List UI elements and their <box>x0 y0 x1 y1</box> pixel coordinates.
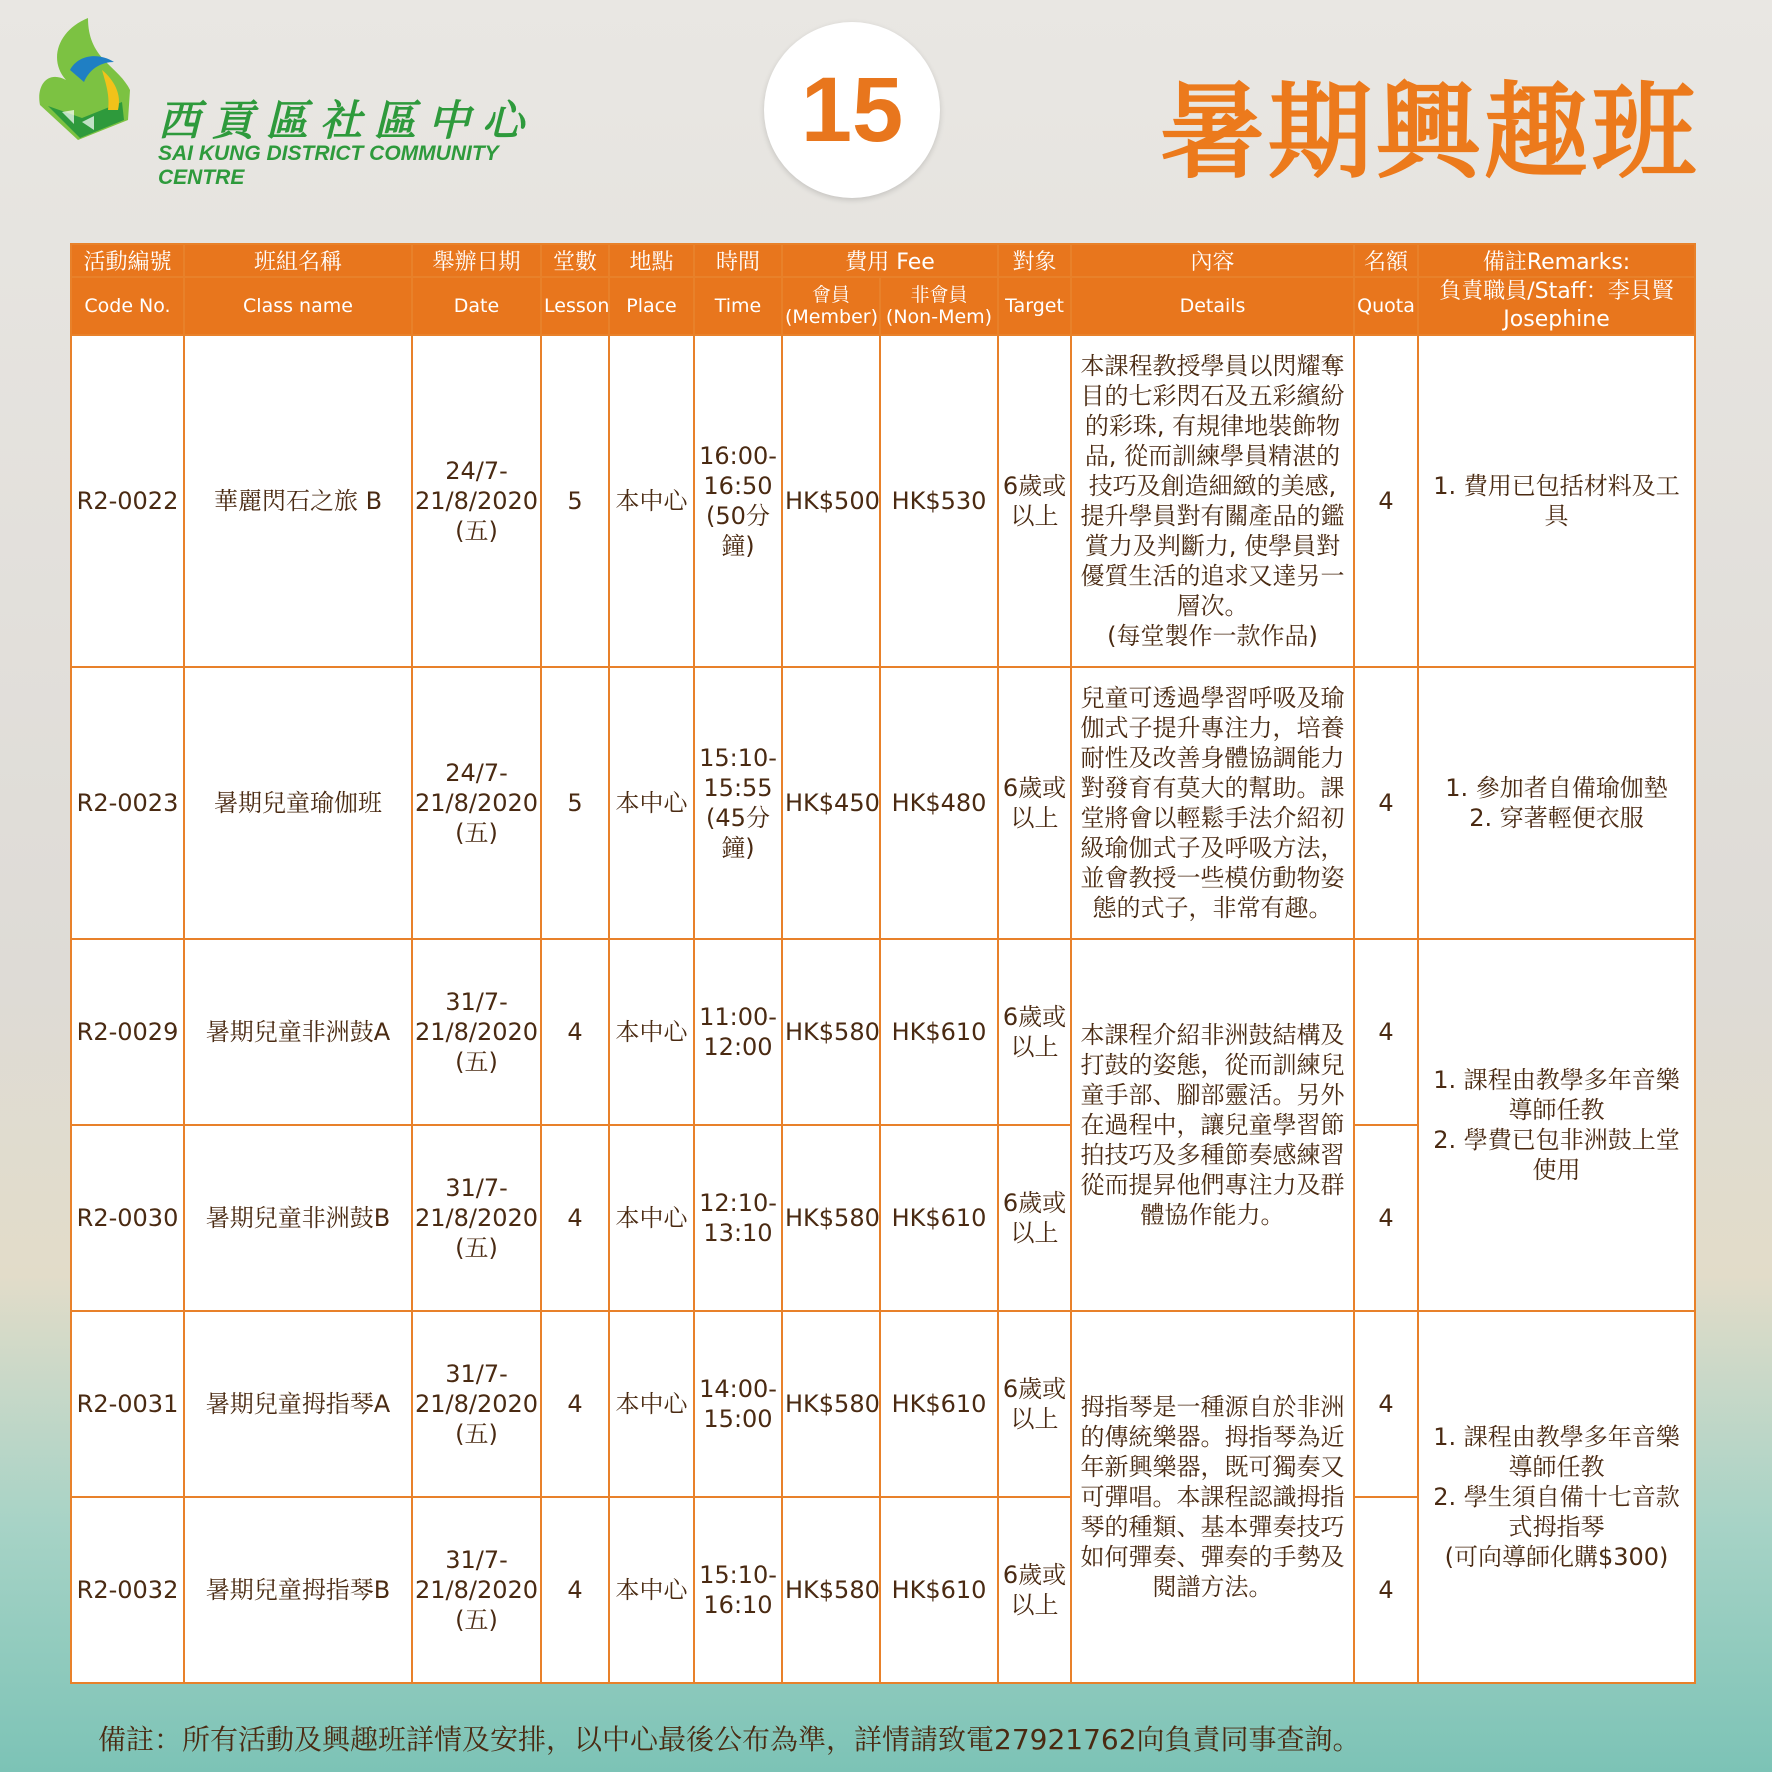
class-name-cell: 暑期兒童瑜伽班 <box>184 667 412 939</box>
quota-cell: 4 <box>1354 667 1418 939</box>
place-cell: 本中心 <box>609 1125 694 1311</box>
date-cell: 31/7- 21/8/2020 (五) <box>412 939 541 1125</box>
details-cell: 本課程介紹非洲鼓結構及 打鼓的姿態，從而訓練兒 童手部、腳部靈活。另外 在過程中，讓兒童學習節 拍技巧及多種節奏感練習 從而提昇他們專注力及群 體協作能力。 <box>1071 939 1354 1311</box>
centre-name-en: SAI KUNG DISTRICT COMMUNITY CENTRE <box>158 142 499 189</box>
lesson-cell: 5 <box>541 667 609 939</box>
header-class-en: Class name <box>184 277 412 335</box>
nonmember-fee-cell: HK$610 <box>880 939 998 1125</box>
class-name-cell: 暑期兒童拇指琴B <box>184 1497 412 1683</box>
table-row <box>71 335 1695 667</box>
time-cell: 16:00- 16:50 (50分 鐘) <box>694 335 782 667</box>
lesson-cell: 5 <box>541 335 609 667</box>
footer-note: 備註：所有活動及興趣班詳情及安排，以中心最後公布為準，詳情請致電27921762向負責同事查詢。 <box>98 1723 1361 1756</box>
nonmember-fee-cell: HK$480 <box>880 667 998 939</box>
code-cell: R2-0030 <box>71 1125 184 1311</box>
centre-logo <box>18 10 578 189</box>
time-cell: 14:00- 15:00 <box>694 1311 782 1497</box>
quota-cell: 4 <box>1354 1497 1418 1683</box>
code-cell: R2-0023 <box>71 667 184 939</box>
target-cell: 6歲或 以上 <box>998 667 1071 939</box>
header-row-zh <box>71 244 1695 277</box>
member-fee-cell: HK$580 <box>782 939 880 1125</box>
sai-kung-community-centre-logo-icon <box>18 10 158 160</box>
remarks-cell: 1. 課程由教學多年音樂 導師任教 2. 學費已包非洲鼓上堂 使用 <box>1418 939 1695 1311</box>
lesson-cell: 4 <box>541 1125 609 1311</box>
date-cell: 31/7- 21/8/2020 (五) <box>412 1311 541 1497</box>
place-cell: 本中心 <box>609 667 694 939</box>
lesson-cell: 4 <box>541 1311 609 1497</box>
header-place-zh: 地點 <box>609 244 694 277</box>
header-date-zh: 舉辦日期 <box>412 244 541 277</box>
target-cell: 6歲或 以上 <box>998 1497 1071 1683</box>
place-cell: 本中心 <box>609 335 694 667</box>
quota-cell: 4 <box>1354 939 1418 1125</box>
header-details-zh: 內容 <box>1071 244 1354 277</box>
nonmember-fee-cell: HK$610 <box>880 1125 998 1311</box>
quota-cell: 4 <box>1354 335 1418 667</box>
class-name-cell: 華麗閃石之旅 B <box>184 335 412 667</box>
header-class-zh: 班組名稱 <box>184 244 412 277</box>
place-cell: 本中心 <box>609 1311 694 1497</box>
header-quota-en: Quota <box>1354 277 1418 335</box>
header-details-en: Details <box>1071 277 1354 335</box>
header-time-zh: 時間 <box>694 244 782 277</box>
nonmember-fee-cell: HK$530 <box>880 335 998 667</box>
header-quota-zh: 名額 <box>1354 244 1418 277</box>
lesson-cell: 4 <box>541 939 609 1125</box>
code-cell: R2-0029 <box>71 939 184 1125</box>
header-nonmember-fee: 非會員 (Non-Mem) <box>880 277 998 335</box>
date-cell: 31/7- 21/8/2020 (五) <box>412 1125 541 1311</box>
header-staff-remarks: 負責職員/Staff：李貝賢 Josephine <box>1418 277 1695 335</box>
target-cell: 6歲或 以上 <box>998 335 1071 667</box>
target-cell: 6歲或 以上 <box>998 1125 1071 1311</box>
time-cell: 12:10- 13:10 <box>694 1125 782 1311</box>
class-name-cell: 暑期兒童拇指琴A <box>184 1311 412 1497</box>
table-row <box>71 667 1695 939</box>
header-row-en <box>71 277 1695 335</box>
header-target-zh: 對象 <box>998 244 1071 277</box>
nonmember-fee-cell: HK$610 <box>880 1497 998 1683</box>
nonmember-fee-cell: HK$610 <box>880 1311 998 1497</box>
table-row <box>71 939 1695 1125</box>
remarks-cell: 1. 參加者自備瑜伽墊 2. 穿著輕便衣服 <box>1418 667 1695 939</box>
header-lesson-en: Lesson <box>541 277 609 335</box>
header-fee-zh: 費用 Fee <box>782 244 998 277</box>
time-cell: 15:10- 16:10 <box>694 1497 782 1683</box>
place-cell: 本中心 <box>609 1497 694 1683</box>
code-cell: R2-0031 <box>71 1311 184 1497</box>
member-fee-cell: HK$580 <box>782 1497 880 1683</box>
date-cell: 24/7- 21/8/2020 (五) <box>412 335 541 667</box>
code-cell: R2-0032 <box>71 1497 184 1683</box>
target-cell: 6歲或 以上 <box>998 1311 1071 1497</box>
class-name-cell: 暑期兒童非洲鼓A <box>184 939 412 1125</box>
header-code-zh: 活動編號 <box>71 244 184 277</box>
header-target-en: Target <box>998 277 1071 335</box>
header-lesson-zh: 堂數 <box>541 244 609 277</box>
code-cell: R2-0022 <box>71 335 184 667</box>
date-cell: 24/7- 21/8/2020 (五) <box>412 667 541 939</box>
table-row <box>71 1311 1695 1497</box>
quota-cell: 4 <box>1354 1125 1418 1311</box>
time-cell: 15:10- 15:55 (45分 鐘) <box>694 667 782 939</box>
header-code-en: Code No. <box>71 277 184 335</box>
member-fee-cell: HK$450 <box>782 667 880 939</box>
date-cell: 31/7- 21/8/2020 (五) <box>412 1497 541 1683</box>
target-cell: 6歲或 以上 <box>998 939 1071 1125</box>
centre-name-zh: 西貢區社區中心 <box>158 96 537 145</box>
details-cell: 兒童可透過學習呼吸及瑜 伽式子提升專注力，培養 耐性及改善身體協調能力 對發育有莫大的幫助。課 堂將會以輕鬆手法介紹初 級瑜伽式子及呼吸方法， 並會教授一些模仿動物姿 態的式子，非常有趣。 <box>1071 667 1354 939</box>
remarks-cell: 1. 課程由教學多年音樂 導師任教 2. 學生須自備十七音款 式拇指琴 (可向導師化購$300) <box>1418 1311 1695 1683</box>
remarks-cell: 1. 費用已包括材料及工 具 <box>1418 335 1695 667</box>
page-title: 暑期興趣班 <box>1159 71 1700 193</box>
header-place-en: Place <box>609 277 694 335</box>
lesson-cell: 4 <box>541 1497 609 1683</box>
details-cell: 本課程教授學員以閃耀奪 目的七彩閃石及五彩繽紛 的彩珠, 有規律地裝飾物 品, 從而訓練學員精湛的 技巧及創造細緻的美感, 提升學員對有關產品的鑑 賞力及判斷力, 使學員對 優質生活的追求又達另一 層次。 (每堂製作一款作品) <box>1071 335 1354 667</box>
place-cell: 本中心 <box>609 939 694 1125</box>
member-fee-cell: HK$580 <box>782 1125 880 1311</box>
class-name-cell: 暑期兒童非洲鼓B <box>184 1125 412 1311</box>
header-date-en: Date <box>412 277 541 335</box>
member-fee-cell: HK$580 <box>782 1311 880 1497</box>
member-fee-cell: HK$500 <box>782 335 880 667</box>
time-cell: 11:00- 12:00 <box>694 939 782 1125</box>
class-schedule-table <box>70 243 1696 1684</box>
details-cell: 拇指琴是一種源自於非洲 的傳統樂器。拇指琴為近 年新興樂器，既可獨奏又 可彈唱。本課程認識拇指 琴的種類、基本彈奏技巧 如何彈奏、彈奏的手勢及 閱譜方法。 <box>1071 1311 1354 1683</box>
quota-cell: 4 <box>1354 1311 1418 1497</box>
header-remarks-zh: 備註Remarks: <box>1418 244 1695 277</box>
page-number-badge: 15 <box>764 22 940 198</box>
header-member-fee: 會員 (Member) <box>782 277 880 335</box>
header-time-en: Time <box>694 277 782 335</box>
